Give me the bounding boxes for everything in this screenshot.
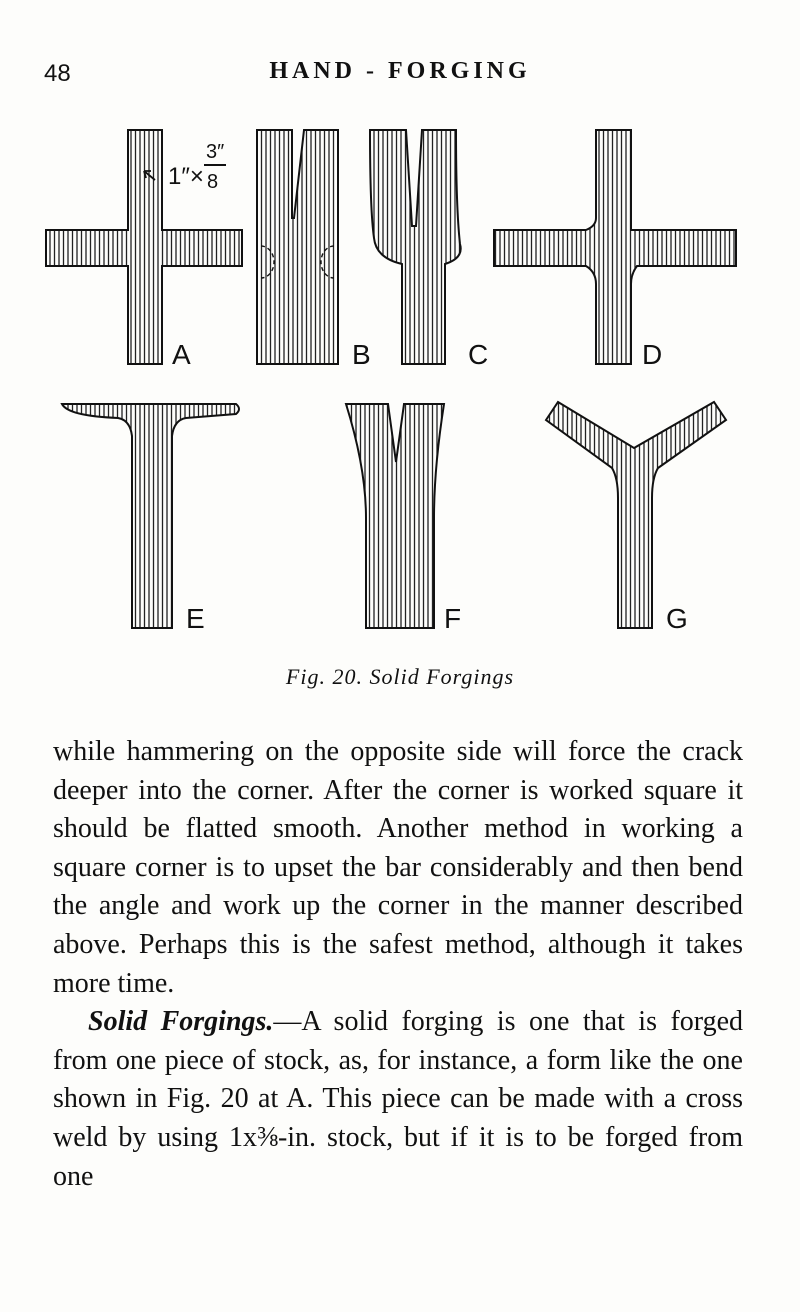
label-d: D	[642, 339, 663, 370]
label-a: A	[172, 339, 191, 370]
dimension-denominator: 8	[207, 171, 219, 193]
label-b: B	[352, 339, 371, 370]
paragraph-2	[53, 1003, 743, 1196]
label-g: G	[666, 603, 688, 634]
label-e: E	[186, 603, 205, 634]
body-text	[53, 733, 743, 1196]
figure-caption: Fig. 20. Solid Forgings	[285, 664, 515, 689]
dimension-whole: 1″×	[168, 163, 204, 190]
paragraph-1: while hammering on the opposite side will force the crack deeper into the corner. After the corner is worked square it should be flatted smooth. Another method in working a square corner is to upset the bar considerably and then bend the angle and work up the corner in the manner described above. Perhaps this is the safest method, although it takes more time.	[53, 736, 743, 999]
label-c: C	[468, 339, 489, 370]
forging-e-tee	[62, 404, 239, 634]
forging-a-cross	[46, 130, 242, 370]
paragraph-2-lead-in: Solid Forgings.	[88, 1006, 274, 1038]
page-number: 48	[44, 60, 71, 87]
paragraph-2-text: —A solid forging is one that is forged from one piece of stock, as, for instance, a form like the one shown in Fig. 20 at A. This piece can be made with a cross weld by using 1x⅜-in. stock, but if it is to be forged from one	[53, 1006, 744, 1192]
label-f: F	[444, 603, 462, 634]
forging-b-split-bar	[257, 130, 371, 370]
forging-g-y-shape	[546, 402, 726, 634]
forging-d-rounded-cross	[494, 130, 736, 370]
forging-f-split-end	[346, 404, 461, 634]
forging-c-fork	[370, 130, 488, 370]
running-title: HAND - FORGING	[269, 58, 531, 84]
solid-forgings-figure	[40, 118, 760, 648]
dimension-numerator: 3″	[206, 141, 225, 163]
